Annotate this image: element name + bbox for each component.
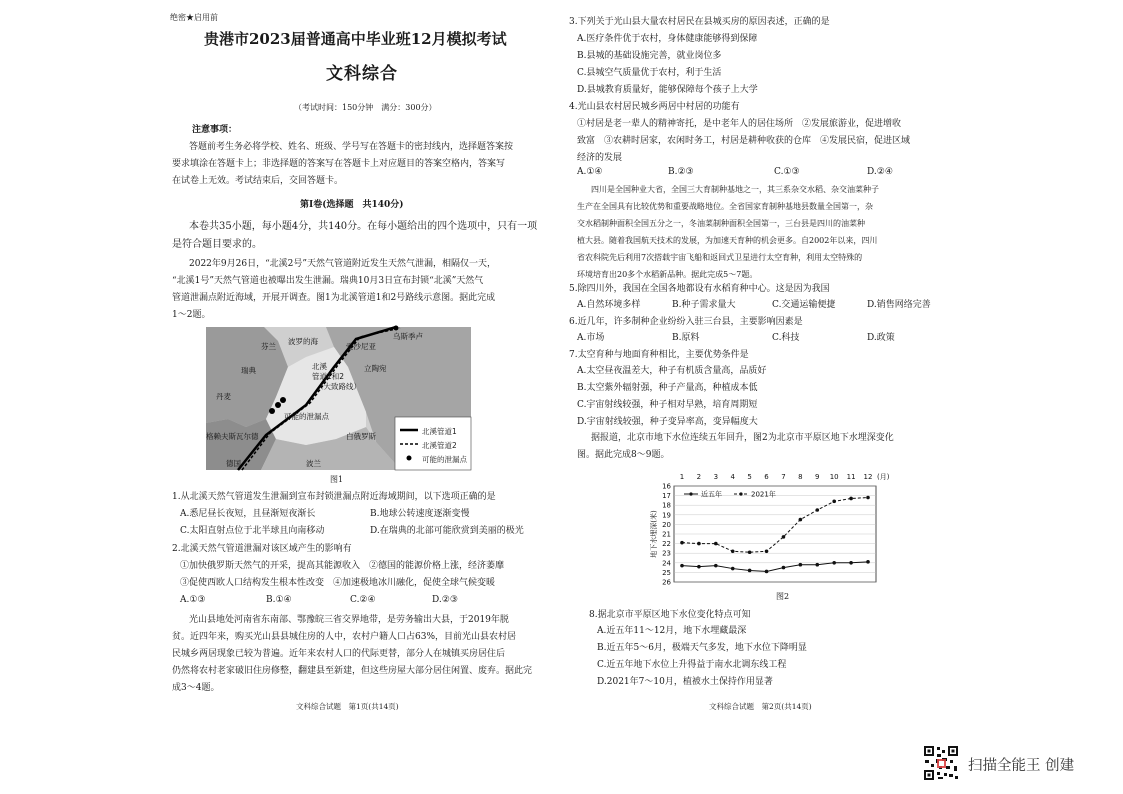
map-label-poland: 波兰 [306,459,321,468]
data-point-1 [815,563,819,567]
passage-line: 成3～4题。 [172,683,220,693]
map-label-pipe2: 管道1和2 [312,372,345,381]
leak-point-3 [280,397,286,403]
x-tick-label: 9 [815,473,820,481]
q2-stem: 2.北溪天然气管道泄漏对该区域产生的影响有 [172,544,352,554]
q8-option-b: B.近五年5～6月，极端天气多发，地下水位下降明显 [597,643,807,653]
data-point-1 [849,561,853,565]
q7-stem: 7.太空育种与地面育种相比，主要优势条件是 [569,350,749,360]
q4-option-d: D.②④ [867,167,893,177]
map-label-sweden: 瑞典 [241,366,256,375]
q1-option-d: D.在瑞典的北部可能欣赏到美丽的极光 [370,526,524,536]
passage-line: 1～2题。 [172,310,211,320]
y-tick-label: 19 [662,511,671,520]
legend-dot-2 [739,492,742,495]
passage-line: 环境培育出20多个水稻新品种。据此完成5～7题。 [577,270,758,279]
q3-option-c: C.县城空气质量优于农村，利于生活 [577,68,722,78]
map-label-finland: 芬兰 [261,342,276,351]
qr-code-icon [922,744,960,782]
notice-title: 注意事项： [192,125,238,135]
passage-line: 植大县。随着我国航天技术的发展，为加速天育种的机会更多。自2002年以来，四川 [577,236,878,245]
map-label-pipe: 北溪 [312,362,327,371]
q6-option-d: D.政策 [867,333,895,343]
y-tick-label: 16 [662,482,671,491]
map-label-leak-area: 可能的泄漏点 [284,412,329,421]
x-tick-label: 1 [679,473,685,481]
y-tick-label: 21 [662,530,671,539]
section-intro: 本卷共35小题，每小题4分，共140分。在每小题给出的四个选项中，只有一项 [189,221,538,232]
x-tick-label: 6 [764,473,769,481]
passage-line: 民城乡两居现象已较为普遍。近年来农村人口的代际更替，部分人在城镇买房居住后 [172,649,506,659]
q6-option-c: C.科技 [772,333,800,343]
q4-option-c: C.①③ [774,167,800,177]
map-figure [206,327,471,470]
q6-option-a: A.市场 [577,333,605,343]
notice-line: 在试卷上无效。考试结束后，交回答题卡。 [172,176,344,186]
q1-option-c: C.太阳直射点位于北半球且向南移动 [180,526,325,536]
data-point-2 [697,542,701,546]
q4-option-a: A.①④ [577,167,603,177]
q4-stem: 4.光山县农村居民城乡两居中村居的功能有 [569,102,740,112]
q4-option-b: B.②③ [668,167,694,177]
y-tick-label: 24 [662,559,671,568]
data-point-1 [832,561,836,565]
data-point-1 [731,567,735,571]
exam-title: 贵港市2023届普通高中毕业班12月模拟考试 [204,30,507,48]
data-point-2 [731,549,735,553]
q1-option-a: A.悉尼昼长夜短，且昼渐短夜渐长 [180,509,316,519]
data-point-2 [832,500,836,504]
q4-option-line: 致富 ③农耕时居家，农闲时务工，村居是耕种收获的仓库 ④发展民宿，促进区域 [577,136,911,146]
passage-line: 管道泄漏点附近海域，开展开调查。图1为北溪管道1和2号路线示意图。据此完成 [172,293,496,303]
legend-pipe1: 北溪管道1 [422,427,457,436]
data-point-1 [866,560,870,564]
q6-stem: 6.近几年，许多制种企业纷纷入驻三台县，主要影响因素是 [569,317,803,327]
data-point-1 [765,570,769,574]
passage-line: 2022年9月26日，“北溪2号”天然气管道附近发生天然气泄漏，相隔仅一天， [189,259,497,269]
x-tick-label: 10 [829,473,839,481]
subject-title: 文科综合 [326,64,398,84]
q3-option-b: B.县城的基础设施完善，就业岗位多 [577,51,722,61]
q6-option-b: B.原料 [672,333,700,343]
footer-left: 文科综合试题 第1页(共14页) [296,702,399,711]
passage-line: 省农科院先后利用7次搭载宇宙飞船和返回式卫星进行太空育种，利用太空特殊的 [577,253,863,262]
groundwater-chart [646,470,890,588]
data-point-2 [782,535,786,539]
passage-line: 交水稻制种面积全国五分之一，冬油菜制种面积全国第一，三台县是四川的油菜种 [577,219,865,228]
q3-option-a: A.医疗条件优于农村，身体健康能够得到保障 [577,34,758,44]
legend-dot-1 [689,492,692,495]
legend-label-1: 近五年 [701,490,722,499]
start-point [394,326,399,331]
passage-line: 图。据此完成8～9题。 [577,450,670,460]
q2-option-a: A.①③ [180,595,206,605]
y-tick-label: 20 [662,520,671,529]
legend-pipe2: 北溪管道2 [422,441,457,450]
secret-mark: 绝密★启用前 [170,13,218,22]
legend-leak-dot [407,456,412,461]
q2-option-d: D.②③ [432,595,458,605]
data-point-1 [782,566,786,570]
q8-option-c: C.近五年地下水位上升得益于南水北调东线工程 [597,660,787,670]
passage-line: 仍然将农村老家破旧住房修整，翻建县至新建，但这些房屋大部分居住闲置、废弃。据此完 [172,666,533,676]
x-tick-label: 2 [696,473,702,481]
map-label-denmark: 丹麦 [216,392,231,401]
x-unit-label: (月) [877,473,890,481]
data-point-2 [765,549,769,553]
map-label-estonia: 爱沙尼亚 [346,342,376,351]
map-label-germany: 德国 [226,459,241,468]
legend-label-2: 2021年 [751,490,776,499]
q2-option-line: ①加快俄罗斯天然气的开采，提高其能源收入 ②德国的能源价格上涨，经济萎靡 [180,561,505,571]
data-point-2 [849,497,853,501]
leak-point-2 [275,402,281,408]
passage-line: 据报道，北京市地下水位连续五年回升，图2为北京市平原区地下水埋深变化 [591,433,894,443]
y-tick-label: 18 [662,501,671,510]
map-label-baltic: 波罗的海 [288,337,318,346]
map-caption: 图1 [330,475,344,484]
x-tick-label: 3 [713,473,719,481]
data-point-2 [799,518,803,522]
y-tick-label: 25 [662,568,671,577]
q2-option-b: B.①④ [266,595,292,605]
legend-leak: 可能的泄漏点 [422,455,467,464]
q7-option-d: D.宇宙射线较强，种子变异率高，变异幅度大 [577,417,758,427]
passage-line: 光山县地处河南省东南部、鄂豫皖三省交界地带，是劳务输出大县，于2019年脱 [189,615,509,625]
map-label-vyborg: 乌斯季卢 [393,332,423,341]
watermark-text: 扫描全能王 创建 [968,758,1075,774]
section-intro: 是符合题目要求的。 [172,239,262,250]
passage-line: 生产在全国具有比较优势和重要战略地位。全省国家育制种基地县数量全国第一，杂 [577,202,873,211]
passage-line: 四川是全国种业大省，全国三大育制种基地之一，其三系杂交水稻、杂交油菜种子 [591,185,879,194]
x-tick-label: 4 [730,473,735,481]
q2-option-c: C.②④ [350,595,376,605]
q4-option-line: 经济的发展 [577,153,623,163]
x-tick-label: 11 [846,473,856,481]
data-point-1 [680,564,684,568]
x-tick-label: 5 [747,473,752,481]
map-label-lithuania: 立陶宛 [364,364,387,373]
data-point-1 [714,564,718,568]
data-point-2 [680,541,684,545]
data-point-1 [748,569,752,573]
y-tick-label: 26 [662,578,671,587]
q3-option-d: D.县城教育质量好，能够保障每个孩子上大学 [577,85,758,95]
y-tick-label: 22 [662,540,671,549]
q8-option-a: A.近五年11～12月，地下水埋藏最深 [597,626,747,636]
q5-option-d: D.销售网络完善 [867,300,931,310]
q8-stem: 8.据北京市平原区地下水位变化特点可知 [589,610,751,620]
section-title: 第Ⅰ卷(选择题 共140分) [300,200,404,210]
q7-option-a: A.太空昼夜温差大，种子有机质含量高，品质好 [577,366,767,376]
passage-line: 贫。近四年来，购买光山县县城住房的人中，农村户籍人口占63%，目前光山县农村居 [172,632,517,642]
left-page [0,0,561,794]
data-point-2 [748,550,752,554]
q2-option-line: ③促使西欧人口结构发生根本性改变 ④加速极地冰川融化，促使全球气候变暖 [180,578,496,588]
footer-right: 文科综合试题 第2页(共14页) [709,702,812,711]
notice-line: 要求填涂在答题卡上；非选择题的答案写在答题卡上对应题目的答案空格内，答案写 [172,159,506,169]
x-tick-label: 7 [781,473,786,481]
q7-option-b: B.太空紫外辐射强，种子产量高，种植成本低 [577,383,758,393]
data-point-1 [799,563,803,567]
map-label-port: 格赖夫斯瓦尔德 [206,432,259,441]
x-tick-label: 8 [798,473,803,481]
q8-option-d: D.2021年7～10月，植被水土保持作用显著 [597,677,773,687]
time-score: （考试时间：150分钟 满分：300分） [294,103,437,112]
q7-option-c: C.宇宙射线较强，种子相对早熟，培育周期短 [577,400,758,410]
map-label-belarus: 白俄罗斯 [346,432,376,441]
x-tick-label: 12 [863,473,873,481]
q5-option-b: B.种子需求量大 [672,300,736,310]
data-point-2 [866,496,870,500]
passage-line: “北溪1号”天然气管道也被曝出发生泄漏。瑞典10月3日宣布封锁“北溪”天然气 [172,276,484,286]
q4-option-line: ①村居是老一辈人的精神寄托，是中老年人的居住场所 ②发展旅游业，促进增收 [577,119,902,129]
data-point-1 [697,565,701,569]
q5-option-c: C.交通运输便捷 [772,300,836,310]
q3-stem: 3.下列关于光山县大量农村居民在县城买房的原因表述，正确的是 [569,17,830,27]
y-axis-label: 地下水埋深(米) [650,510,658,558]
leak-point-1 [269,408,275,414]
right-page [561,0,1123,794]
y-tick-label: 23 [662,549,671,558]
notice-line: 答题前考生务必将学校、姓名、班级、学号写在答题卡的密封线内，选择题答案按 [189,142,514,152]
map-label-route: （大致路线） [316,382,361,391]
data-point-2 [714,542,718,546]
q1-option-b: B.地球公转速度逐渐变慢 [370,509,470,519]
q5-stem: 5.除四川外，我国在全国各地都设有水稻育种中心。这是因为我国 [569,284,830,294]
chart-svg [646,470,890,588]
chart-caption: 图2 [776,592,790,601]
q5-option-a: A.自然环境多样 [577,300,641,310]
q1-stem: 1.从北溪天然气管道发生泄漏到宣布封锁泄漏点附近海域期间，以下选项正确的是 [172,492,496,502]
data-point-2 [815,508,819,512]
y-tick-label: 17 [662,492,671,501]
